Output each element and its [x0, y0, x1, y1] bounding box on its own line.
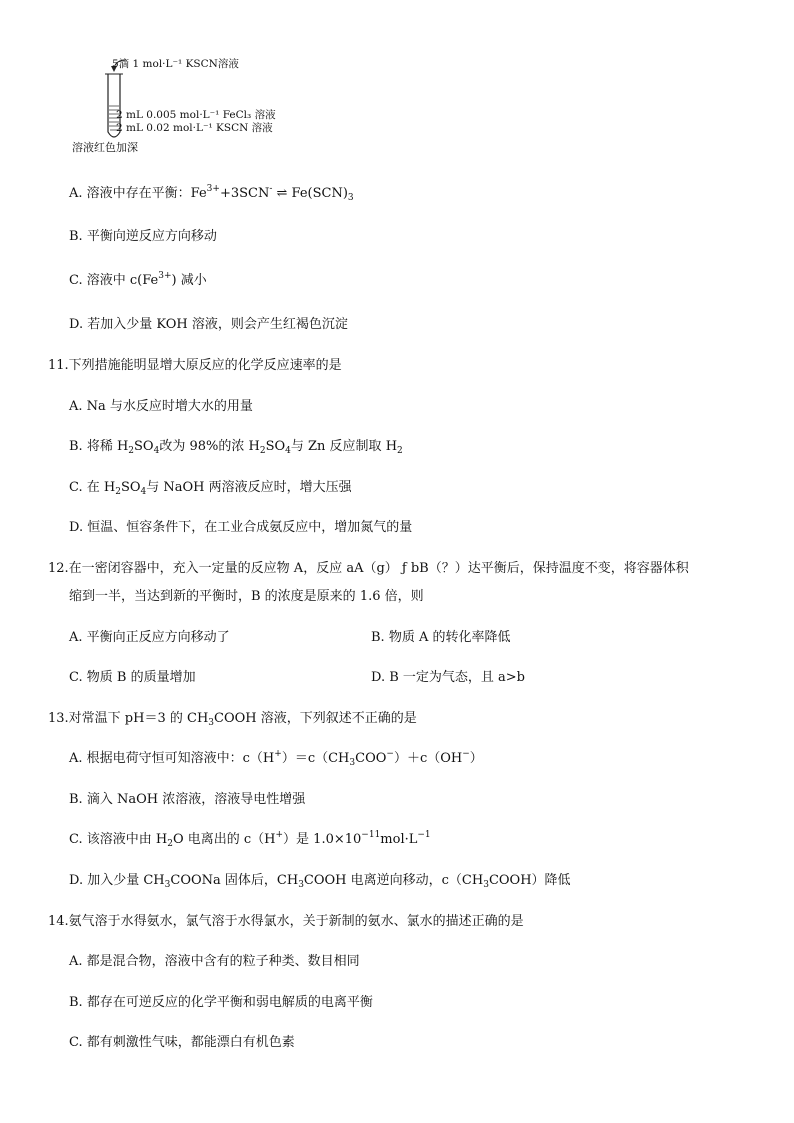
q10-option-c: C. 溶液中 $c(Fe^{3+})$ 减小	[69, 271, 207, 288]
q12-option-b: B. 物质 A 的转化率降低	[371, 630, 511, 645]
q12-option-c: C. 物质 B 的质量增加	[69, 670, 196, 685]
q14-stem: 14.氨气溶于水得氨水，氯气溶于水得氯水，关于新制的氨水、氯水的描述正确的是	[48, 914, 524, 929]
figure-caption: 溶液红色加深	[72, 141, 138, 154]
q11-option-b: B. 将稀 $H_2SO_4$改为 98%的浓 $H_2SO_4$与 Zn 反应制取 $H_2$	[69, 439, 403, 456]
q14-option-c: C. 都有刺激性气味，都能漂白有机色素	[69, 1035, 295, 1050]
q11-stem: 11.下列措施能明显增大原反应的化学反应速率的是	[48, 358, 342, 373]
figure-top-label: 5滴 1 mol·L⁻¹ KSCN溶液	[112, 58, 239, 70]
q10-option-d: D. 若加入少量 KOH 溶液，则会产生红褐色沉淀	[69, 317, 348, 332]
q13-stem: 13.对常温下 pH＝3 的 $CH_3COOH$ 溶液，下列叙述不正确的是	[48, 711, 417, 728]
q10-option-b: B. 平衡向逆反应方向移动	[69, 229, 217, 244]
q14-option-a: A. 都是混合物，溶液中含有的粒子种类、数目相同	[69, 954, 360, 969]
q12-option-a: A. 平衡向正反应方向移动了	[69, 630, 230, 645]
q12-option-d: D. B 一定为气态，且 a>b	[371, 670, 526, 685]
q11-option-a: A. Na 与水反应时增大水的用量	[69, 399, 253, 414]
figure-fecl3-label: 2 mL 0.005 mol·L⁻¹ FeCl₃ 溶液	[116, 109, 276, 121]
q13-option-d: D. 加入少量 $CH_3COONa$ 固体后，$CH_3COOH$ 电离逆向移动，$c(CH_3COOH)$降低	[69, 873, 571, 890]
figure-kscn-label: 2 mL 0.02 mol·L⁻¹ KSCN 溶液	[116, 122, 273, 134]
q11-option-d: D. 恒温、恒容条件下，在工业合成氨反应中，增加氮气的量	[69, 520, 413, 535]
q11-option-c: C. 在 $H_2SO_4$与 NaOH 两溶液反应时，增大压强	[69, 480, 352, 497]
q14-option-b: B. 都存在可逆反应的化学平衡和弱电解质的电离平衡	[69, 995, 373, 1010]
q13-option-a: A. 根据电荷守恒可知溶液中：$c(H^+)=c(CH_3COO^-)+c(OH^-)$	[69, 749, 483, 768]
q13-option-b: B. 滴入 NaOH 浓溶液，溶液导电性增强	[69, 792, 306, 807]
q10-option-a: A. 溶液中存在平衡：$Fe^{3+}+3SCN^-$ ⇌ $Fe(SCN)_3$	[69, 184, 354, 203]
test-tube-figure	[72, 56, 292, 156]
q13-option-c: C. 该溶液中由 $H_2O$ 电离出的 c（H+）是 $1.0\times 10^{-11}mol\cdot L^{-1}$	[69, 830, 431, 849]
q12-stem-line1: 12.在一密闭容器中，充入一定量的反应物 A，反应 aA（g） ƒ bB（？）达平衡后，保持温度不变，将容器体积	[48, 561, 689, 576]
q12-stem-line2: 缩到一半，当达到新的平衡时，B 的浓度是原来的 1.6 倍，则	[69, 589, 424, 604]
